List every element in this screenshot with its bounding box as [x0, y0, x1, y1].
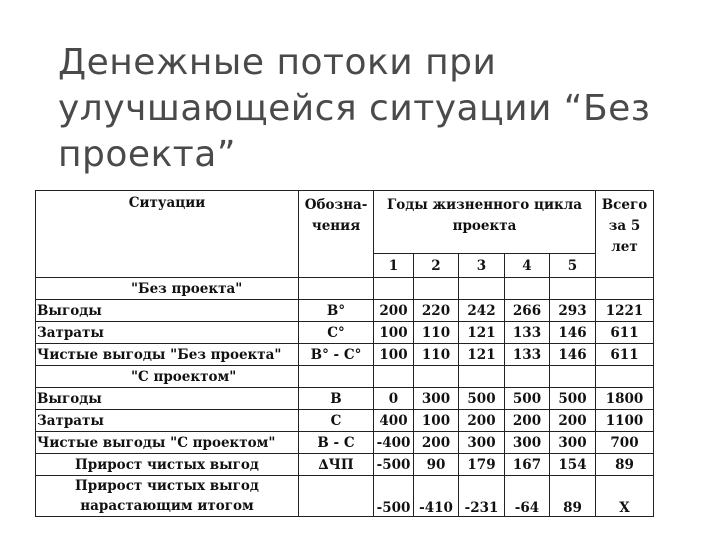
title-line-3: проекта”: [58, 134, 236, 175]
table-row: [36, 300, 654, 322]
header-total-line2: за 5: [608, 218, 641, 234]
value-cell: 200: [505, 410, 550, 432]
value-cell: 146: [550, 344, 596, 366]
value-cell: 179: [459, 454, 505, 476]
value-cell: 300: [505, 432, 550, 454]
value-cell: 300: [459, 432, 505, 454]
value-cell: -231: [459, 476, 505, 517]
total-cell: 611: [596, 322, 654, 344]
row-label-line1: Прирост чистых выгод: [75, 478, 259, 494]
row-symbol: ∆ЧП: [299, 454, 374, 476]
value-cell: 242: [459, 300, 505, 322]
row-label: Выгоды: [36, 388, 299, 410]
header-years-line2: проекта: [452, 218, 517, 234]
table-row: [36, 344, 654, 366]
row-label: Выгоды: [36, 300, 299, 322]
value-cell: 133: [505, 344, 550, 366]
value-cell: 293: [550, 300, 596, 322]
total-cell: 611: [596, 344, 654, 366]
value-cell: -400: [374, 432, 414, 454]
value-cell: 200: [414, 432, 459, 454]
value-cell: -500: [374, 476, 414, 517]
value-cell: 121: [459, 322, 505, 344]
value-cell: 220: [414, 300, 459, 322]
value-cell: 300: [414, 388, 459, 410]
year-cell: 4: [505, 254, 550, 278]
table-row: [36, 454, 654, 476]
header-years: [374, 191, 596, 254]
row-label: Чистые выгоды "С проектом": [36, 432, 299, 454]
row-symbol: В° - С°: [299, 344, 374, 366]
value-cell: 0: [374, 388, 414, 410]
header-row: [36, 191, 654, 254]
value-cell: -410: [414, 476, 459, 517]
value-cell: 300: [550, 432, 596, 454]
value-cell: 154: [550, 454, 596, 476]
value-cell: -500: [374, 454, 414, 476]
cash-flow-table: [35, 190, 654, 517]
total-cell: 89: [596, 454, 654, 476]
row-label: Затраты: [36, 322, 299, 344]
row-symbol: В - С: [299, 432, 374, 454]
year-cell: 1: [374, 254, 414, 278]
slide-title: [58, 40, 698, 178]
total-cell: X: [596, 476, 654, 517]
header-symbol: [299, 191, 374, 278]
value-cell: 500: [459, 388, 505, 410]
value-cell: 133: [505, 322, 550, 344]
section-row-with-project: [36, 366, 654, 388]
value-cell: 500: [505, 388, 550, 410]
year-cell: 2: [414, 254, 459, 278]
header-total-line3: лет: [611, 239, 638, 255]
row-label: Чистые выгоды "Без проекта": [36, 344, 299, 366]
value-cell: 400: [374, 410, 414, 432]
title-line-1: Денежные потоки при: [58, 42, 497, 83]
row-symbol: В: [299, 388, 374, 410]
header-situation: Ситуации: [36, 191, 299, 278]
row-symbol: [299, 476, 374, 517]
value-cell: 100: [414, 410, 459, 432]
value-cell: 200: [374, 300, 414, 322]
value-cell: 100: [374, 344, 414, 366]
header-years-line1: Годы жизненного цикла: [386, 197, 583, 213]
value-cell: -64: [505, 476, 550, 517]
year-cell: 3: [459, 254, 505, 278]
title-line-2: улучшающейся ситуации “Без: [58, 88, 651, 129]
value-cell: 200: [459, 410, 505, 432]
row-symbol: С°: [299, 322, 374, 344]
value-cell: 500: [550, 388, 596, 410]
header-total: [596, 191, 654, 278]
value-cell: 89: [550, 476, 596, 517]
year-cell: 5: [550, 254, 596, 278]
value-cell: 200: [550, 410, 596, 432]
value-cell: 146: [550, 322, 596, 344]
total-cell: 1100: [596, 410, 654, 432]
section-row-without-project: [36, 278, 654, 300]
header-total-line1: Всего: [601, 197, 648, 213]
total-cell: 1800: [596, 388, 654, 410]
row-symbol: В°: [299, 300, 374, 322]
value-cell: 110: [414, 344, 459, 366]
table-row: [36, 410, 654, 432]
value-cell: 121: [459, 344, 505, 366]
row-label: [36, 476, 299, 517]
header-symbol-line2: чения: [311, 218, 361, 234]
table-row: [36, 388, 654, 410]
value-cell: 266: [505, 300, 550, 322]
row-label: Прирост чистых выгод: [36, 454, 299, 476]
section-label: "Без проекта": [36, 278, 299, 300]
value-cell: 100: [374, 322, 414, 344]
cumulative-row: [36, 476, 654, 517]
header-symbol-line1: Обозна-: [304, 197, 368, 213]
row-symbol: С: [299, 410, 374, 432]
row-label: Затраты: [36, 410, 299, 432]
value-cell: 110: [414, 322, 459, 344]
value-cell: 167: [505, 454, 550, 476]
table-row: [36, 322, 654, 344]
section-label: "С проектом": [36, 366, 299, 388]
value-cell: 90: [414, 454, 459, 476]
row-label-line2: нарастающим итогом: [80, 498, 254, 514]
table-row: [36, 432, 654, 454]
total-cell: 1221: [596, 300, 654, 322]
total-cell: 700: [596, 432, 654, 454]
